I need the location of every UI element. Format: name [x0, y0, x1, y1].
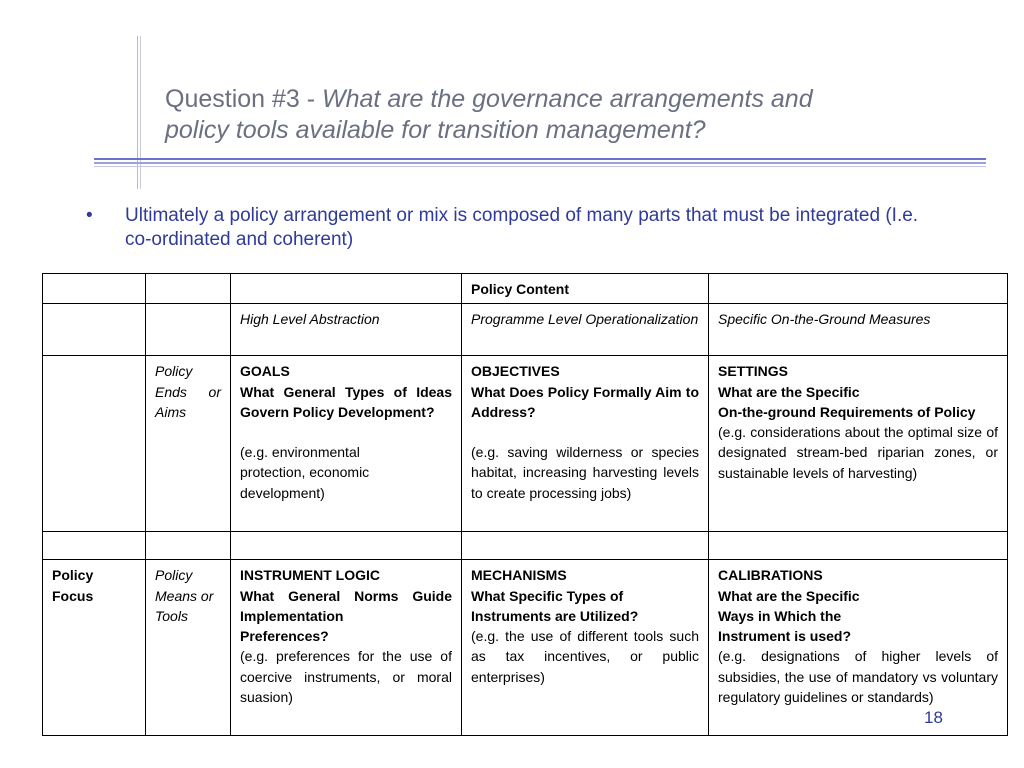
table-cell-empty	[43, 356, 146, 532]
title-question-line-2: policy tools available for transition management?	[165, 116, 706, 144]
instrument-logic-question-line-1: What General Norms Guide Implementation	[240, 587, 452, 624]
settings-question-line-1: What are the Specific	[718, 383, 860, 400]
calibrations-question-line-3: Instrument is used?	[718, 628, 852, 645]
table-row-levels	[43, 304, 1008, 356]
objectives-question: What Does Policy Formally Aim to Address?	[471, 383, 699, 420]
table-row-policy-ends	[43, 356, 1008, 532]
table-row-spacer	[43, 532, 1008, 560]
title-prefix: Question #3 -	[165, 85, 323, 113]
goals-question: What General Types of Ideas Govern Policy Development?	[240, 383, 452, 420]
calibrations-cell	[709, 560, 1008, 736]
table-cell-empty	[43, 532, 146, 560]
instrument-logic-question-line-2: Preferences?	[240, 628, 329, 645]
mechanisms-cell	[462, 560, 709, 736]
policy-ends-label: Policy Ends or Aims	[146, 356, 231, 532]
table-cell-empty	[146, 274, 231, 304]
goals-example: (e.g. environmental protection, economic development)	[240, 444, 370, 501]
slide-title	[165, 84, 965, 146]
settings-cell	[709, 356, 1008, 532]
bullet-marker: •	[86, 205, 93, 226]
calibrations-title: CALIBRATIONS	[718, 567, 823, 584]
level-programme-operationalization: Programme Level Operationalization	[462, 304, 709, 356]
table-cell-empty	[462, 532, 709, 560]
level-specific-measures: Specific On-the-Ground Measures	[709, 304, 1008, 356]
table-cell-empty	[43, 274, 146, 304]
table-cell-empty	[709, 532, 1008, 560]
policy-content-header: Policy Content	[462, 274, 709, 304]
policy-means-label: Policy Means or Tools	[146, 560, 231, 736]
table-row-policy-means	[43, 560, 1008, 736]
table-cell-empty	[231, 532, 462, 560]
mechanisms-example: (e.g. the use of different tools such as tax incentives, or public enterprises)	[471, 628, 699, 685]
bullet-text: Ultimately a policy arrangement or mix is composed of many parts that must be integrated (I.e. co-ordinated and coherent)	[125, 205, 919, 250]
policy-content-table	[42, 273, 1008, 736]
settings-question-line-2: On-the-ground Requirements of Policy	[718, 403, 976, 420]
instrument-logic-cell	[231, 560, 462, 736]
policy-focus-label: Policy Focus	[43, 560, 146, 736]
table-cell-empty	[231, 274, 462, 304]
goals-title: GOALS	[240, 363, 290, 380]
calibrations-example: (e.g. designations of higher levels of subsidies, the use of mandatory vs voluntary regulatory guidelines or standards)	[718, 648, 998, 706]
settings-example: (e.g. considerations about the optimal size of designated stream-bed riparian zones, or sustainable levels of harvesting)	[718, 424, 998, 481]
instrument-logic-example: (e.g. preferences for the use of coercive instruments, or moral suasion)	[240, 648, 452, 706]
table-cell-empty	[709, 274, 1008, 304]
page-number: 18	[924, 708, 943, 727]
calibrations-question-line-1: What are the Specific	[718, 587, 860, 604]
mechanisms-title: MECHANISMS	[471, 567, 567, 584]
level-high-abstraction: High Level Abstraction	[231, 304, 462, 356]
title-underline	[94, 158, 986, 160]
objectives-example: (e.g. saving wilderness or species habitat, increasing harvesting levels to create processing jobs)	[471, 444, 699, 501]
calibrations-question-line-2: Ways in Which the	[718, 607, 842, 624]
mechanisms-question: What Specific Types of Instruments are Utilized?	[471, 587, 639, 624]
title-question-line-1: What are the governance arrangements and	[322, 85, 813, 113]
title-underline-2	[94, 162, 986, 164]
instrument-logic-title: INSTRUMENT LOGIC	[240, 567, 380, 584]
goals-cell	[231, 356, 462, 532]
title-underline-3	[94, 166, 986, 167]
table-cell-empty	[43, 304, 146, 356]
table-row-header	[43, 274, 1008, 304]
objectives-title: OBJECTIVES	[471, 363, 560, 380]
table-cell-empty	[146, 532, 231, 560]
objectives-cell	[462, 356, 709, 532]
table-cell-empty	[146, 304, 231, 356]
settings-title: SETTINGS	[718, 363, 789, 380]
